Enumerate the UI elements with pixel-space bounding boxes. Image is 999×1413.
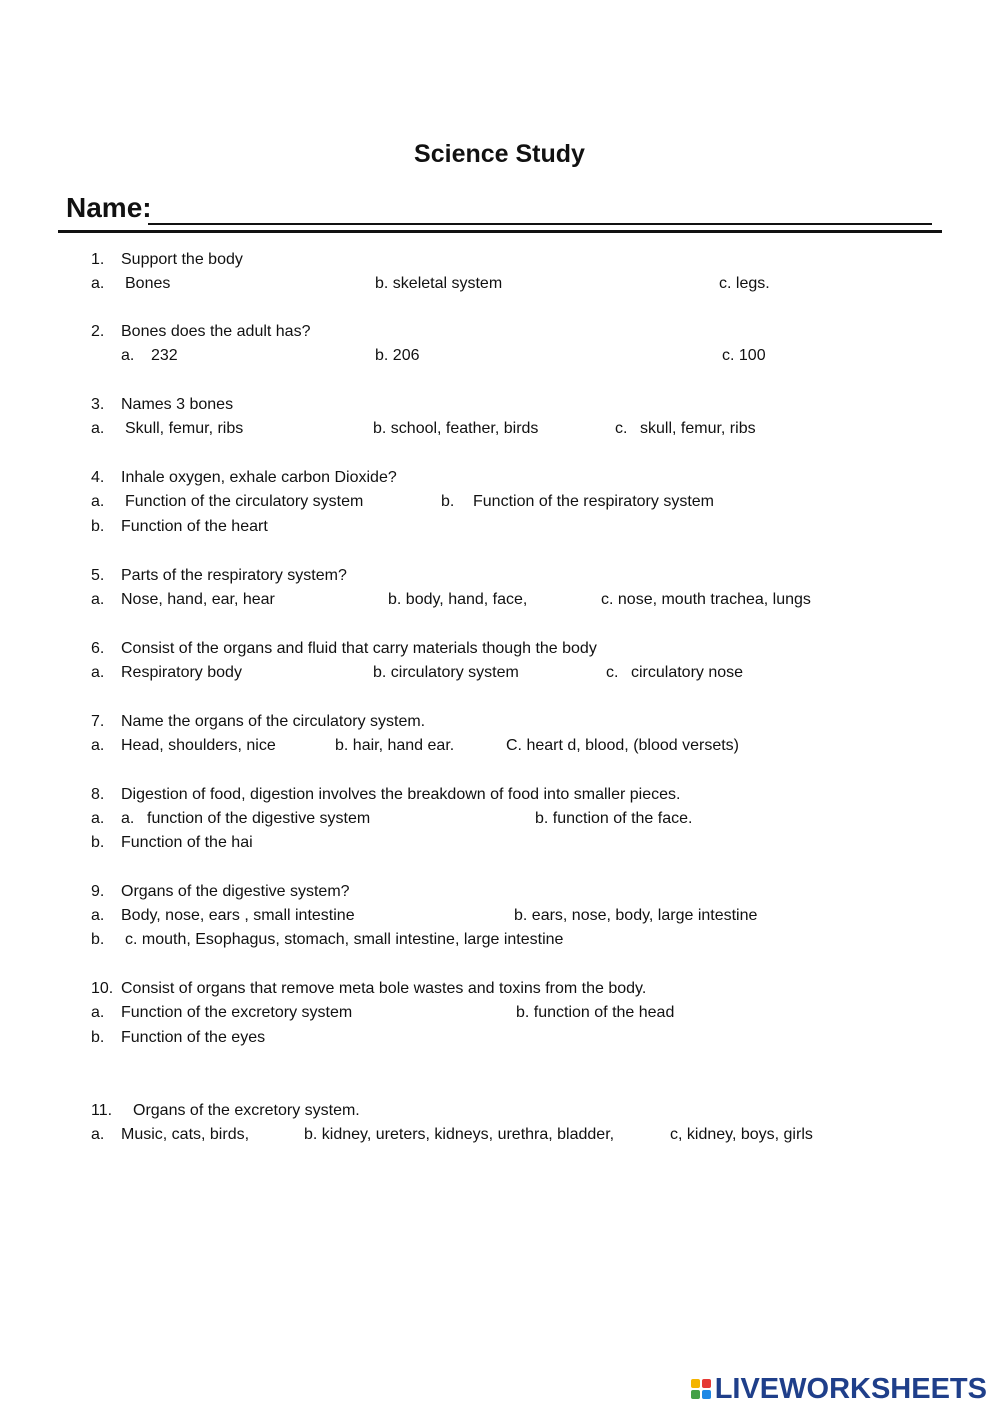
option-letter: b. bbox=[91, 931, 105, 948]
answer-option[interactable]: function of the digestive system bbox=[147, 810, 371, 827]
question-number: 2. bbox=[91, 323, 105, 340]
question-text: Support the body bbox=[121, 251, 243, 268]
option-letter: a. bbox=[91, 737, 105, 754]
question-text: Name the organs of the circulatory system. bbox=[121, 713, 426, 730]
answer-option[interactable]: 232 bbox=[151, 347, 178, 364]
option-letter: a. bbox=[91, 810, 105, 827]
answer-option[interactable]: c. 100 bbox=[722, 347, 766, 364]
question-number: 9. bbox=[91, 883, 105, 900]
option-letter: c. bbox=[615, 420, 628, 437]
option-letter: c. bbox=[606, 664, 619, 681]
option-letter: b. bbox=[91, 834, 105, 851]
question-text: Organs of the digestive system? bbox=[121, 883, 350, 900]
option-letter: a. bbox=[91, 1126, 105, 1143]
option-letter: b. bbox=[91, 518, 105, 535]
answer-option[interactable]: circulatory nose bbox=[631, 664, 744, 681]
answer-option[interactable]: Body, nose, ears , small intestine bbox=[121, 907, 355, 924]
answer-option[interactable]: b. function of the head bbox=[516, 1004, 675, 1021]
option-letter: a. bbox=[91, 1004, 105, 1021]
answer-option[interactable]: Function of the heart bbox=[121, 518, 268, 535]
question-number: 3. bbox=[91, 396, 105, 413]
option-letter: a. bbox=[91, 493, 105, 510]
question-number: 1. bbox=[91, 251, 105, 268]
question-number: 5. bbox=[91, 567, 105, 584]
answer-option[interactable]: c. legs. bbox=[719, 275, 770, 292]
answer-option[interactable]: b. school, feather, birds bbox=[373, 420, 539, 437]
liveworksheets-logo bbox=[691, 1372, 987, 1406]
option-letter: a. bbox=[91, 591, 105, 608]
answer-option[interactable]: b. circulatory system bbox=[373, 664, 519, 681]
answer-option[interactable]: Skull, femur, ribs bbox=[125, 420, 244, 437]
option-letter: b. bbox=[441, 493, 455, 510]
option-letter: a. bbox=[91, 420, 105, 437]
answer-option[interactable]: b. hair, hand ear. bbox=[335, 737, 455, 754]
option-letter: a. bbox=[121, 347, 135, 364]
question-text: Digestion of food, digestion involves the breakdown of food into smaller pieces. bbox=[121, 786, 681, 803]
answer-option[interactable]: Function of the excretory system bbox=[121, 1004, 353, 1021]
answer-option[interactable]: Function of the eyes bbox=[121, 1029, 266, 1046]
answer-option[interactable]: c. mouth, Esophagus, stomach, small intestine, large intestine bbox=[125, 931, 564, 948]
option-letter: b. bbox=[91, 1029, 105, 1046]
question-number: 7. bbox=[91, 713, 105, 730]
question-text: Consist of the organs and fluid that carry materials though the body bbox=[121, 640, 597, 657]
answer-option[interactable]: b. body, hand, face, bbox=[388, 591, 528, 608]
header-divider bbox=[58, 230, 942, 233]
liveworksheets-wordmark: LIVEWORKSHEETS bbox=[714, 1372, 987, 1405]
answer-option[interactable]: Nose, hand, ear, hear bbox=[121, 591, 275, 608]
option-letter: a. bbox=[91, 907, 105, 924]
answer-option[interactable]: Respiratory body bbox=[121, 664, 242, 681]
option-letter: a. bbox=[121, 810, 135, 827]
answer-option[interactable]: b. ears, nose, body, large intestine bbox=[514, 907, 758, 924]
answer-option[interactable]: b. skeletal system bbox=[375, 275, 503, 292]
question-number: 6. bbox=[91, 640, 105, 657]
question-number: 10. bbox=[91, 980, 114, 997]
answer-option[interactable]: b. 206 bbox=[375, 347, 420, 364]
question-text: Inhale oxygen, exhale carbon Dioxide? bbox=[121, 469, 397, 486]
name-answer-line[interactable] bbox=[148, 223, 932, 225]
question-text: Bones does the adult has? bbox=[121, 323, 311, 340]
question-number: 11. bbox=[91, 1102, 113, 1119]
answer-option[interactable]: skull, femur, ribs bbox=[640, 420, 756, 437]
question-text: Parts of the respiratory system? bbox=[121, 567, 347, 584]
question-number: 8. bbox=[91, 786, 105, 803]
name-label: Name: bbox=[66, 192, 152, 223]
answer-option[interactable]: C. heart d, blood, (blood versets) bbox=[506, 737, 740, 754]
question-text: Names 3 bones bbox=[121, 396, 234, 413]
answer-option[interactable]: Function of the hai bbox=[121, 834, 253, 851]
option-letter: a. bbox=[91, 275, 105, 292]
answer-option[interactable]: c. nose, mouth trachea, lungs bbox=[601, 591, 811, 608]
answer-option[interactable]: Music, cats, birds, bbox=[121, 1126, 250, 1143]
answer-option[interactable]: Function of the respiratory system bbox=[473, 493, 714, 510]
liveworksheets-logo-icon bbox=[691, 1379, 711, 1399]
question-text: Consist of organs that remove meta bole wastes and toxins from the body. bbox=[121, 980, 647, 997]
question-number: 4. bbox=[91, 469, 105, 486]
answer-option[interactable]: Head, shoulders, nice bbox=[121, 737, 276, 754]
answer-option[interactable]: Function of the circulatory system bbox=[125, 493, 364, 510]
page-title: Science Study bbox=[414, 140, 585, 168]
answer-option[interactable]: b. function of the face. bbox=[535, 810, 693, 827]
answer-option[interactable]: c, kidney, boys, girls bbox=[670, 1126, 813, 1143]
answer-option[interactable]: Bones bbox=[125, 275, 171, 292]
question-text: Organs of the excretory system. bbox=[133, 1102, 360, 1119]
option-letter: a. bbox=[91, 664, 105, 681]
answer-option[interactable]: b. kidney, ureters, kidneys, urethra, bladder, bbox=[304, 1126, 615, 1143]
